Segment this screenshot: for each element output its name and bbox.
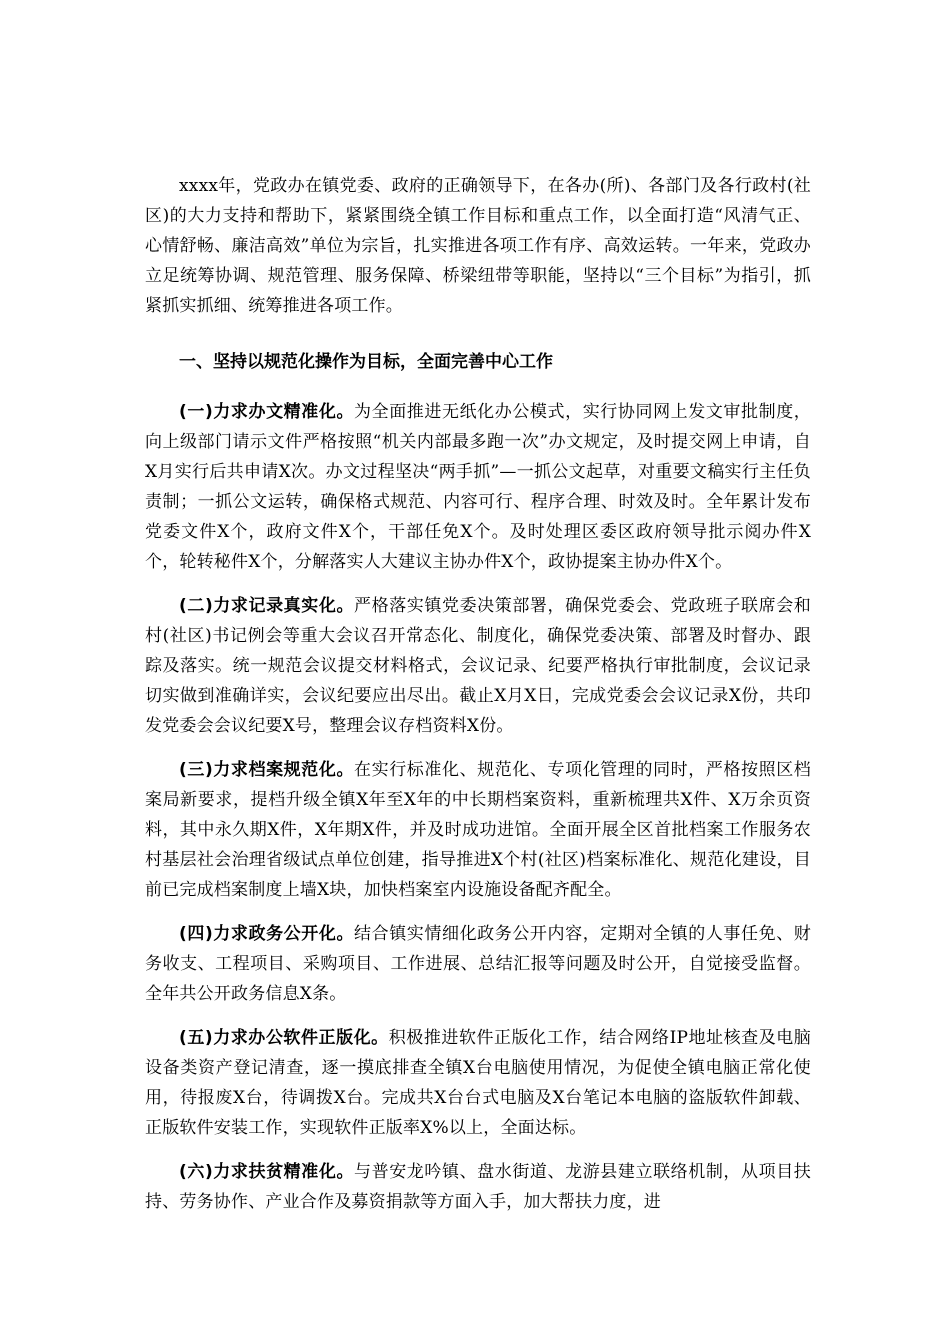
item-paragraph-6: [145, 1157, 811, 1217]
intro-paragraph: xxxx年，党政办在镇党委、政府的正确领导下，在各办(所)、各部门及各行政村(社区)的大力支持和帮助下，紧紧围绕全镇工作目标和重点工作，以全面打造“风清气正、心情舒畅、廉洁高效”单位为宗旨，扎实推进各项工作有序、高效运转。一年来，党政办立足统筹协调、规范管理、服务保障、桥梁纽带等职能，坚持以“三个目标”为指引，抓紧抓实抓细、统筹推进各项工作。: [145, 176, 811, 316]
item-title-4: (四)力求政务公开化。: [179, 924, 355, 944]
item-body-1: 为全面推进无纸化办公模式，实行协同网上发文审批制度，向上级部门请示文件严格按照“机关内部最多跑一次”办文规定，及时提交网上申请，自X月实行后共申请X次。办文过程坚决“两手抓”—一抓公文起草，对重要文稿实行主任负责制；一抓公文运转，确保格式规范、内容可行、程序合理、时效及时。全年累计发布党委文件X个，政府文件X个，干部任免X个。及时处理区委区政府领导批示阅办件X个，轮转秘件X个，分解落实人大建议主协办件X个，政协提案主协办件X个。: [145, 402, 811, 572]
item-paragraph-4: [145, 919, 811, 1009]
item-body-4: 结合镇实情细化政务公开内容，定期对全镇的人事任免、财务收支、工程项目、采购项目、工作进展、总结汇报等问题及时公开，自觉接受监督。全年共公开政务信息X条。: [145, 924, 811, 1004]
item-paragraph-3: [145, 755, 811, 905]
item-body-6: 与普安龙吟镇、盘水街道、龙游县建立联络机制，从项目扶持、劳务协作、产业合作及募资捐款等方面入手，加大帮扶力度，进: [145, 1162, 811, 1212]
item-paragraph-1: [145, 397, 811, 577]
item-body-5: 积极推进软件正版化工作，结合网络IP地址核查及电脑设备类资产登记清查，逐一摸底排查全镇X台电脑使用情况，为促使全镇电脑正常化使用，待报废X台，待调拨X台。完成共X台台式电脑及X台笔记本电脑的盗版软件卸载、正版软件安装工作，实现软件正版率X%以上，全面达标。: [145, 1028, 812, 1138]
item-title-3: (三)力求档案规范化。: [179, 760, 355, 780]
item-body-2: 严格落实镇党委决策部署，确保党委会、党政班子联席会和村(社区)书记例会等重大会议召开常态化、制度化，确保党委决策、部署及时督办、跟踪及落实。统一规范会议提交材料格式，会议记录、纪要严格执行审批制度，会议记录切实做到准确详实，会议纪要应出尽出。截止X月X日，完成党委会会议记录X份，共印发党委会会议纪要X号，整理会议存档资料X份。: [145, 596, 811, 736]
item-title-5: (五)力求办公软件正版化。: [179, 1028, 389, 1048]
item-title-6: (六)力求扶贫精准化。: [179, 1162, 355, 1182]
item-paragraph-5: [145, 1023, 811, 1143]
section-heading-1: 一、坚持以规范化操作为目标，全面完善中心工作: [179, 352, 553, 372]
item-title-2: (二)力求记录真实化。: [179, 596, 355, 616]
item-title-1: (一)力求办文精准化。: [179, 402, 355, 422]
document-body: [145, 171, 811, 1217]
item-paragraph-2: [145, 591, 811, 741]
item-body-3: 在实行标准化、规范化、专项化管理的同时，严格按照区档案局新要求，提档升级全镇X年至X年的中长期档案资料，重新梳理共X件、X万余页资料，其中永久期X件，X年期X件，并及时成功进馆。全面开展全区首批档案工作服务农村基层社会治理省级试点单位创建，指导推进X个村(社区)档案标准化、规范化建设，目前已完成档案制度上墙X块，加快档案室内设施设备配齐配全。: [145, 760, 811, 900]
